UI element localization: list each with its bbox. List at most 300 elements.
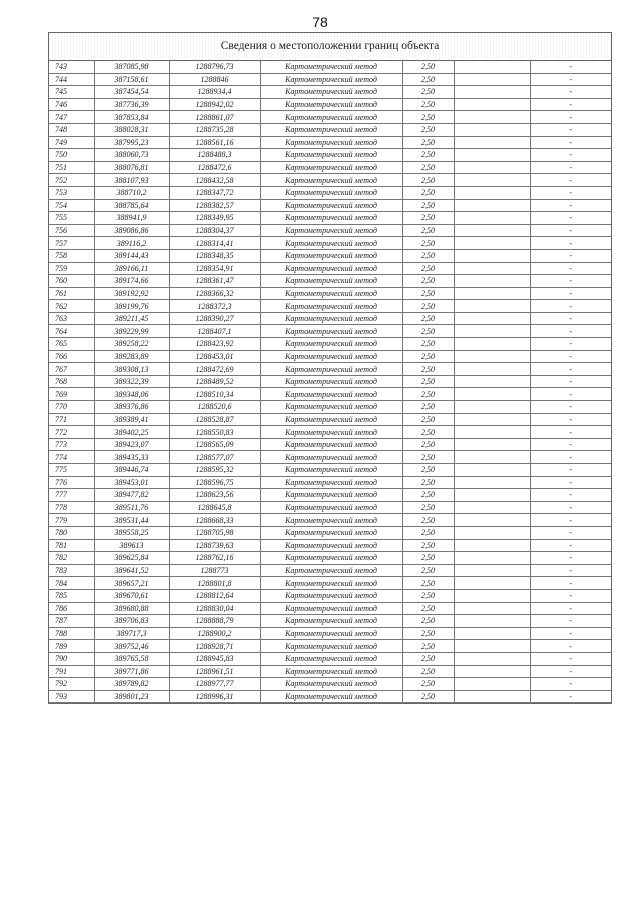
accuracy-cell: 2,50	[402, 325, 454, 338]
empty-cell	[454, 224, 530, 237]
accuracy-cell: 2,50	[402, 61, 454, 73]
description-cell: -	[530, 652, 611, 665]
description-cell: -	[530, 438, 611, 451]
y-coordinate-cell: 1288861,07	[169, 111, 260, 124]
x-coordinate-cell: 387853,84	[94, 111, 169, 124]
empty-cell	[454, 426, 530, 439]
y-coordinate-cell: 1288407,1	[169, 325, 260, 338]
x-coordinate-cell: 389706,83	[94, 615, 169, 628]
point-number-cell: 746	[49, 98, 94, 111]
table-row	[49, 61, 611, 73]
accuracy-cell: 2,50	[402, 186, 454, 199]
empty-cell	[454, 438, 530, 451]
method-cell: Картометрический метод	[260, 98, 402, 111]
method-cell: Картометрический метод	[260, 136, 402, 149]
method-cell: Картометрический метод	[260, 564, 402, 577]
y-coordinate-cell: 1288432,58	[169, 174, 260, 187]
x-coordinate-cell: 389765,58	[94, 652, 169, 665]
accuracy-cell: 2,50	[402, 149, 454, 162]
method-cell: Картометрический метод	[260, 577, 402, 590]
empty-cell	[454, 690, 530, 703]
description-cell: -	[530, 123, 611, 136]
x-coordinate-cell: 389229,99	[94, 325, 169, 338]
method-cell: Картометрический метод	[260, 212, 402, 225]
method-cell: Картометрический метод	[260, 501, 402, 514]
method-cell: Картометрический метод	[260, 149, 402, 162]
description-cell: -	[530, 552, 611, 565]
description-cell: -	[530, 363, 611, 376]
y-coordinate-cell: 1288705,98	[169, 526, 260, 539]
point-number-cell: 761	[49, 287, 94, 300]
x-coordinate-cell: 389199,76	[94, 300, 169, 313]
accuracy-cell: 2,50	[402, 262, 454, 275]
description-cell: -	[530, 413, 611, 426]
point-number-cell: 753	[49, 186, 94, 199]
x-coordinate-cell: 389376,86	[94, 401, 169, 414]
table-row	[49, 224, 611, 237]
empty-cell	[454, 350, 530, 363]
method-cell: Картометрический метод	[260, 300, 402, 313]
method-cell: Картометрический метод	[260, 464, 402, 477]
table-row	[49, 464, 611, 477]
accuracy-cell: 2,50	[402, 438, 454, 451]
point-number-cell: 752	[49, 174, 94, 187]
empty-cell	[454, 61, 530, 73]
description-cell: -	[530, 136, 611, 149]
table-row	[49, 564, 611, 577]
empty-cell	[454, 627, 530, 640]
table-row	[49, 338, 611, 351]
y-coordinate-cell: 1288372,3	[169, 300, 260, 313]
y-coordinate-cell: 1288550,83	[169, 426, 260, 439]
accuracy-cell: 2,50	[402, 589, 454, 602]
x-coordinate-cell: 387995,23	[94, 136, 169, 149]
point-number-cell: 764	[49, 325, 94, 338]
table-row	[49, 489, 611, 502]
y-coordinate-cell: 1288623,56	[169, 489, 260, 502]
point-number-cell: 789	[49, 640, 94, 653]
method-cell: Картометрический метод	[260, 287, 402, 300]
y-coordinate-cell: 1288773	[169, 564, 260, 577]
x-coordinate-cell: 387454,54	[94, 86, 169, 99]
page-number: 78	[312, 14, 328, 30]
x-coordinate-cell: 387158,61	[94, 73, 169, 86]
description-cell: -	[530, 426, 611, 439]
y-coordinate-cell: 1288668,33	[169, 514, 260, 527]
y-coordinate-cell: 1288510,34	[169, 388, 260, 401]
y-coordinate-cell: 1288996,31	[169, 690, 260, 703]
y-coordinate-cell: 1288961,51	[169, 665, 260, 678]
description-cell: -	[530, 161, 611, 174]
accuracy-cell: 2,50	[402, 451, 454, 464]
table-row	[49, 363, 611, 376]
table-row	[49, 136, 611, 149]
x-coordinate-cell: 389531,44	[94, 514, 169, 527]
accuracy-cell: 2,50	[402, 363, 454, 376]
description-cell: -	[530, 476, 611, 489]
empty-cell	[454, 451, 530, 464]
method-cell: Картометрический метод	[260, 312, 402, 325]
accuracy-cell: 2,50	[402, 665, 454, 678]
method-cell: Картометрический метод	[260, 161, 402, 174]
method-cell: Картометрический метод	[260, 665, 402, 678]
table-row	[49, 451, 611, 464]
table-row	[49, 262, 611, 275]
point-number-cell: 792	[49, 678, 94, 691]
method-cell: Картометрический метод	[260, 451, 402, 464]
description-cell: -	[530, 526, 611, 539]
boundary-points-table	[49, 61, 611, 703]
empty-cell	[454, 539, 530, 552]
method-cell: Картометрический метод	[260, 86, 402, 99]
accuracy-cell: 2,50	[402, 249, 454, 262]
point-number-cell: 786	[49, 602, 94, 615]
x-coordinate-cell: 389558,25	[94, 526, 169, 539]
method-cell: Картометрический метод	[260, 111, 402, 124]
x-coordinate-cell: 389308,13	[94, 363, 169, 376]
table-row	[49, 249, 611, 262]
method-cell: Картометрический метод	[260, 640, 402, 653]
accuracy-cell: 2,50	[402, 690, 454, 703]
table-row	[49, 615, 611, 628]
table-row	[49, 98, 611, 111]
description-cell: -	[530, 149, 611, 162]
point-number-cell: 774	[49, 451, 94, 464]
point-number-cell: 772	[49, 426, 94, 439]
method-cell: Картометрический метод	[260, 413, 402, 426]
table-row	[49, 123, 611, 136]
point-number-cell: 788	[49, 627, 94, 640]
table-row	[49, 589, 611, 602]
x-coordinate-cell: 389258,22	[94, 338, 169, 351]
table-row	[49, 690, 611, 703]
point-number-cell: 755	[49, 212, 94, 225]
accuracy-cell: 2,50	[402, 602, 454, 615]
y-coordinate-cell: 1288900,2	[169, 627, 260, 640]
description-cell: -	[530, 325, 611, 338]
table-row	[49, 413, 611, 426]
x-coordinate-cell: 389086,86	[94, 224, 169, 237]
table-row	[49, 539, 611, 552]
description-cell: -	[530, 287, 611, 300]
table-row	[49, 86, 611, 99]
accuracy-cell: 2,50	[402, 312, 454, 325]
point-number-cell: 767	[49, 363, 94, 376]
accuracy-cell: 2,50	[402, 174, 454, 187]
x-coordinate-cell: 389402,25	[94, 426, 169, 439]
y-coordinate-cell: 1288977,77	[169, 678, 260, 691]
point-number-cell: 749	[49, 136, 94, 149]
x-coordinate-cell: 389625,84	[94, 552, 169, 565]
accuracy-cell: 2,50	[402, 464, 454, 477]
point-number-cell: 751	[49, 161, 94, 174]
table-row	[49, 678, 611, 691]
point-number-cell: 773	[49, 438, 94, 451]
empty-cell	[454, 589, 530, 602]
x-coordinate-cell: 389144,43	[94, 249, 169, 262]
point-number-cell: 769	[49, 388, 94, 401]
x-coordinate-cell: 389752,46	[94, 640, 169, 653]
empty-cell	[454, 602, 530, 615]
accuracy-cell: 2,50	[402, 489, 454, 502]
description-cell: -	[530, 451, 611, 464]
point-number-cell: 778	[49, 501, 94, 514]
x-coordinate-cell: 388060,73	[94, 149, 169, 162]
y-coordinate-cell: 1288304,37	[169, 224, 260, 237]
y-coordinate-cell: 1288528,87	[169, 413, 260, 426]
accuracy-cell: 2,50	[402, 123, 454, 136]
method-cell: Картометрический метод	[260, 438, 402, 451]
table-row	[49, 375, 611, 388]
x-coordinate-cell: 389435,33	[94, 451, 169, 464]
empty-cell	[454, 615, 530, 628]
table-row	[49, 287, 611, 300]
method-cell: Картометрический метод	[260, 690, 402, 703]
table-row	[49, 476, 611, 489]
method-cell: Картометрический метод	[260, 652, 402, 665]
empty-cell	[454, 300, 530, 313]
x-coordinate-cell: 387736,39	[94, 98, 169, 111]
method-cell: Картометрический метод	[260, 514, 402, 527]
empty-cell	[454, 98, 530, 111]
method-cell: Картометрический метод	[260, 539, 402, 552]
description-cell: -	[530, 401, 611, 414]
table-row	[49, 111, 611, 124]
method-cell: Картометрический метод	[260, 426, 402, 439]
table-row	[49, 438, 611, 451]
description-cell: -	[530, 300, 611, 313]
y-coordinate-cell: 1288382,57	[169, 199, 260, 212]
accuracy-cell: 2,50	[402, 161, 454, 174]
point-number-cell: 777	[49, 489, 94, 502]
description-cell: -	[530, 338, 611, 351]
x-coordinate-cell: 389192,92	[94, 287, 169, 300]
method-cell: Картометрический метод	[260, 489, 402, 502]
y-coordinate-cell: 1288830,04	[169, 602, 260, 615]
accuracy-cell: 2,50	[402, 526, 454, 539]
empty-cell	[454, 577, 530, 590]
method-cell: Картометрический метод	[260, 186, 402, 199]
description-cell: -	[530, 86, 611, 99]
description-cell: -	[530, 174, 611, 187]
point-number-cell: 745	[49, 86, 94, 99]
empty-cell	[454, 375, 530, 388]
description-cell: -	[530, 464, 611, 477]
method-cell: Картометрический метод	[260, 401, 402, 414]
description-cell: -	[530, 602, 611, 615]
description-cell: -	[530, 212, 611, 225]
x-coordinate-cell: 389477,82	[94, 489, 169, 502]
description-cell: -	[530, 73, 611, 86]
description-cell: -	[530, 199, 611, 212]
x-coordinate-cell: 389789,82	[94, 678, 169, 691]
boundary-table-sheet	[48, 32, 612, 704]
empty-cell	[454, 161, 530, 174]
empty-cell	[454, 652, 530, 665]
accuracy-cell: 2,50	[402, 564, 454, 577]
method-cell: Картометрический метод	[260, 602, 402, 615]
method-cell: Картометрический метод	[260, 237, 402, 250]
x-coordinate-cell: 389613	[94, 539, 169, 552]
y-coordinate-cell: 1288453,01	[169, 350, 260, 363]
point-number-cell: 758	[49, 249, 94, 262]
empty-cell	[454, 312, 530, 325]
description-cell: -	[530, 539, 611, 552]
point-number-cell: 770	[49, 401, 94, 414]
empty-cell	[454, 678, 530, 691]
point-number-cell: 743	[49, 61, 94, 73]
y-coordinate-cell: 1288423,92	[169, 338, 260, 351]
point-number-cell: 790	[49, 652, 94, 665]
point-number-cell: 760	[49, 275, 94, 288]
method-cell: Картометрический метод	[260, 199, 402, 212]
x-coordinate-cell: 388107,93	[94, 174, 169, 187]
x-coordinate-cell: 389771,86	[94, 665, 169, 678]
table-row	[49, 552, 611, 565]
empty-cell	[454, 123, 530, 136]
point-number-cell: 776	[49, 476, 94, 489]
accuracy-cell: 2,50	[402, 388, 454, 401]
point-number-cell: 754	[49, 199, 94, 212]
description-cell: -	[530, 224, 611, 237]
point-number-cell: 780	[49, 526, 94, 539]
empty-cell	[454, 111, 530, 124]
empty-cell	[454, 564, 530, 577]
x-coordinate-cell: 389116,2	[94, 237, 169, 250]
empty-cell	[454, 464, 530, 477]
accuracy-cell: 2,50	[402, 501, 454, 514]
accuracy-cell: 2,50	[402, 627, 454, 640]
accuracy-cell: 2,50	[402, 615, 454, 628]
y-coordinate-cell: 1288928,71	[169, 640, 260, 653]
table-row	[49, 501, 611, 514]
method-cell: Картометрический метод	[260, 123, 402, 136]
table-row	[49, 161, 611, 174]
table-body	[49, 61, 611, 703]
description-cell: -	[530, 262, 611, 275]
description-cell: -	[530, 577, 611, 590]
section-title: Сведения о местоположении границ объекта	[49, 33, 611, 61]
x-coordinate-cell: 389174,66	[94, 275, 169, 288]
accuracy-cell: 2,50	[402, 73, 454, 86]
x-coordinate-cell: 388785,64	[94, 199, 169, 212]
method-cell: Картометрический метод	[260, 375, 402, 388]
x-coordinate-cell: 389283,89	[94, 350, 169, 363]
accuracy-cell: 2,50	[402, 514, 454, 527]
y-coordinate-cell: 1288361,47	[169, 275, 260, 288]
table-row	[49, 312, 611, 325]
accuracy-cell: 2,50	[402, 476, 454, 489]
description-cell: -	[530, 489, 611, 502]
x-coordinate-cell: 387085,98	[94, 61, 169, 73]
y-coordinate-cell: 1288354,91	[169, 262, 260, 275]
x-coordinate-cell: 389680,88	[94, 602, 169, 615]
y-coordinate-cell: 1288801,8	[169, 577, 260, 590]
method-cell: Картометрический метод	[260, 615, 402, 628]
y-coordinate-cell: 1288349,95	[169, 212, 260, 225]
x-coordinate-cell: 388941,9	[94, 212, 169, 225]
description-cell: -	[530, 589, 611, 602]
accuracy-cell: 2,50	[402, 678, 454, 691]
point-number-cell: 744	[49, 73, 94, 86]
description-cell: -	[530, 61, 611, 73]
table-row	[49, 350, 611, 363]
accuracy-cell: 2,50	[402, 287, 454, 300]
accuracy-cell: 2,50	[402, 577, 454, 590]
point-number-cell: 748	[49, 123, 94, 136]
accuracy-cell: 2,50	[402, 539, 454, 552]
method-cell: Картометрический метод	[260, 627, 402, 640]
description-cell: -	[530, 564, 611, 577]
empty-cell	[454, 514, 530, 527]
x-coordinate-cell: 388028,31	[94, 123, 169, 136]
point-number-cell: 782	[49, 552, 94, 565]
table-row	[49, 149, 611, 162]
accuracy-cell: 2,50	[402, 552, 454, 565]
empty-cell	[454, 401, 530, 414]
empty-cell	[454, 388, 530, 401]
method-cell: Картометрический метод	[260, 476, 402, 489]
table-row	[49, 325, 611, 338]
description-cell: -	[530, 501, 611, 514]
y-coordinate-cell: 1288565,09	[169, 438, 260, 451]
y-coordinate-cell: 1288366,32	[169, 287, 260, 300]
accuracy-cell: 2,50	[402, 275, 454, 288]
x-coordinate-cell: 388710,2	[94, 186, 169, 199]
empty-cell	[454, 413, 530, 426]
table-row	[49, 665, 611, 678]
table-row	[49, 174, 611, 187]
y-coordinate-cell: 1288472,6	[169, 161, 260, 174]
empty-cell	[454, 86, 530, 99]
table-row	[49, 199, 611, 212]
accuracy-cell: 2,50	[402, 199, 454, 212]
y-coordinate-cell: 1288812,64	[169, 589, 260, 602]
x-coordinate-cell: 389641,52	[94, 564, 169, 577]
method-cell: Картометрический метод	[260, 275, 402, 288]
empty-cell	[454, 287, 530, 300]
method-cell: Картометрический метод	[260, 363, 402, 376]
accuracy-cell: 2,50	[402, 136, 454, 149]
point-number-cell: 791	[49, 665, 94, 678]
y-coordinate-cell: 1288762,16	[169, 552, 260, 565]
x-coordinate-cell: 389453,01	[94, 476, 169, 489]
accuracy-cell: 2,50	[402, 413, 454, 426]
description-cell: -	[530, 375, 611, 388]
y-coordinate-cell: 1288561,16	[169, 136, 260, 149]
description-cell: -	[530, 388, 611, 401]
description-cell: -	[530, 111, 611, 124]
y-coordinate-cell: 1288739,63	[169, 539, 260, 552]
y-coordinate-cell: 1288520,6	[169, 401, 260, 414]
empty-cell	[454, 275, 530, 288]
table-row	[49, 426, 611, 439]
point-number-cell: 766	[49, 350, 94, 363]
empty-cell	[454, 526, 530, 539]
y-coordinate-cell: 1288489,52	[169, 375, 260, 388]
y-coordinate-cell: 1288347,72	[169, 186, 260, 199]
method-cell: Картометрический метод	[260, 526, 402, 539]
x-coordinate-cell: 389322,39	[94, 375, 169, 388]
empty-cell	[454, 249, 530, 262]
empty-cell	[454, 73, 530, 86]
table-row	[49, 388, 611, 401]
method-cell: Картометрический метод	[260, 249, 402, 262]
description-cell: -	[530, 514, 611, 527]
description-cell: -	[530, 690, 611, 703]
table-row	[49, 514, 611, 527]
table-row	[49, 401, 611, 414]
